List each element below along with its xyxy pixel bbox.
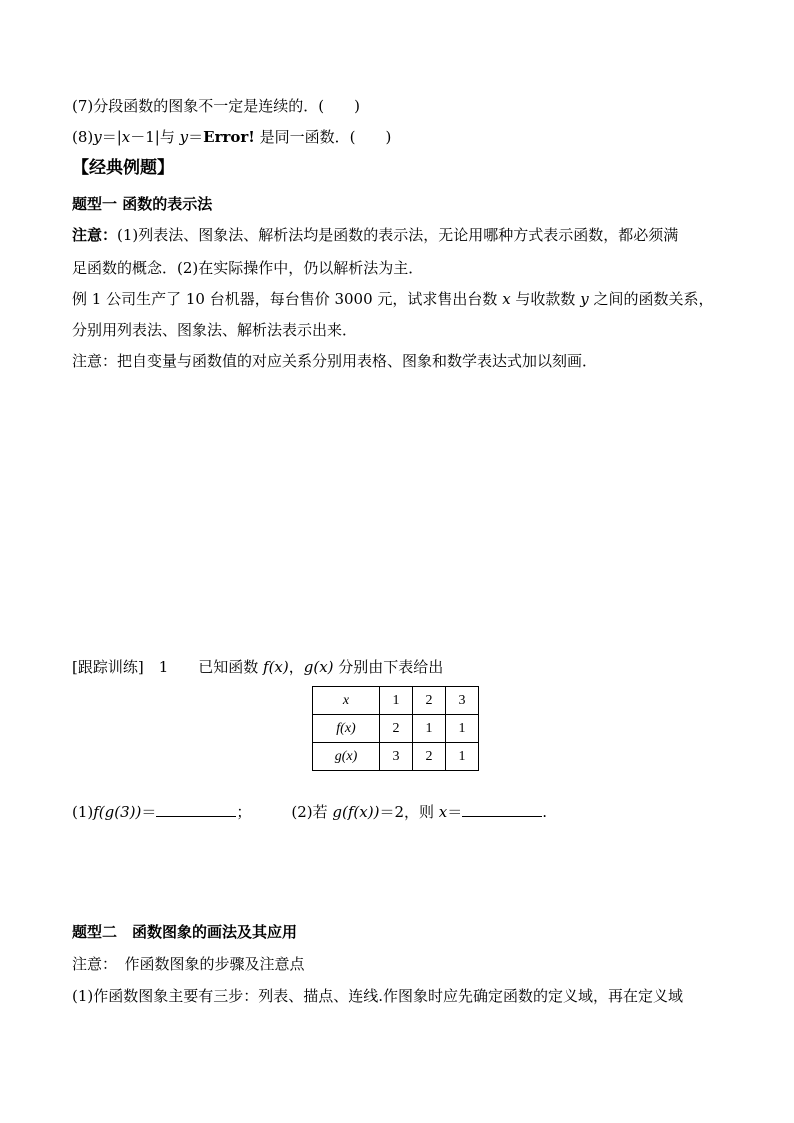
item-8-eq2: ＝	[188, 128, 204, 146]
section-title: 【经典例题】	[72, 158, 174, 178]
item-8	[72, 127, 391, 147]
item-8-mid: －1|与	[130, 128, 180, 146]
q2-answer-blank[interactable]	[462, 802, 542, 817]
example1-text-b: 与收款数	[510, 290, 581, 308]
q1-prefix: (1)	[72, 803, 94, 821]
table-cell: x	[313, 687, 380, 715]
practice-questions	[72, 802, 547, 822]
type2-line1: (1)作函数图象主要有三步：列表、描点、连线.作图象时应先确定函数的定义域，再在定义域	[72, 987, 684, 1005]
type1-note-label: 注意：	[72, 226, 118, 244]
function-table	[312, 686, 479, 771]
example1-line2: 分别用列表法、图象法、解析法表示出来．	[72, 321, 358, 339]
table-cell: 2	[380, 715, 413, 743]
example1-var-y: y	[580, 290, 589, 308]
practice-sep: ，	[288, 658, 304, 676]
table-cell: 1	[413, 715, 446, 743]
q1-answer-blank[interactable]	[156, 802, 236, 817]
type1-note-text: (1)列表法、图象法、解析法均是函数的表示法，无论用哪种方式表示函数，都必须满	[117, 226, 679, 244]
item-8-prefix: (8)	[72, 128, 94, 146]
type1-note-line2: 足函数的概念．(2)在实际操作中，仍以解析法为主．	[72, 259, 424, 277]
table-cell: g(x)	[313, 743, 380, 771]
table-row	[313, 743, 479, 771]
item-8-x: x	[121, 128, 131, 146]
item-8-y1: y	[93, 128, 102, 146]
example1-line1	[72, 289, 713, 309]
practice-line	[72, 657, 443, 677]
table-header-row	[313, 687, 479, 715]
q2-prefix: (2)若	[291, 803, 333, 821]
q2-eq: ＝	[447, 803, 463, 821]
type2-note: 注意： 作函数图象的步骤及注意点	[72, 955, 305, 973]
q2-end: .	[542, 803, 548, 821]
q2-mid: ＝2，则	[379, 803, 439, 821]
practice-fx: f(x)	[263, 658, 289, 676]
table-cell: 2	[413, 743, 446, 771]
example1-var-x: x	[502, 290, 511, 308]
item-8-y2: y	[179, 128, 189, 146]
table-cell: 1	[446, 743, 479, 771]
table-cell: 2	[413, 687, 446, 715]
table-cell: f(x)	[313, 715, 380, 743]
item-7: (7)分段函数的图象不一定是连续的．( )	[72, 97, 360, 115]
table-cell: 1	[380, 687, 413, 715]
table-cell: 3	[380, 743, 413, 771]
table-row	[313, 715, 479, 743]
q2-expr: g(f(x))	[332, 803, 380, 821]
type1-title: 题型一 函数的表示法	[72, 195, 213, 213]
table-cell: 3	[446, 687, 479, 715]
item-8-eq1: ＝|	[101, 128, 122, 146]
item-8-error: Error!	[203, 128, 255, 146]
type1-note-line1	[72, 225, 678, 245]
q1-end: ；	[236, 803, 252, 821]
q2-x: x	[438, 803, 448, 821]
q1-expr: f(g(3))	[93, 803, 142, 821]
type1-note2: 注意：把自变量与函数值的对应关系分别用表格、图象和数学表达式加以刻画．	[72, 352, 598, 370]
practice-label: [跟踪训练] 1 已知函数	[72, 658, 264, 676]
practice-gx: g(x)	[303, 658, 334, 676]
example1-text-a: 例 1 公司生产了 10 台机器，每台售价 3000 元，试求售出台数	[72, 290, 503, 308]
q1-eq: ＝	[141, 803, 157, 821]
table-cell: 1	[446, 715, 479, 743]
example1-text-c: 之间的函数关系，	[588, 290, 714, 308]
item-8-suffix: 是同一函数．( )	[254, 128, 392, 146]
practice-tail: 分别由下表给出	[333, 658, 444, 676]
type2-title: 题型二 函数图象的画法及其应用	[72, 923, 298, 941]
